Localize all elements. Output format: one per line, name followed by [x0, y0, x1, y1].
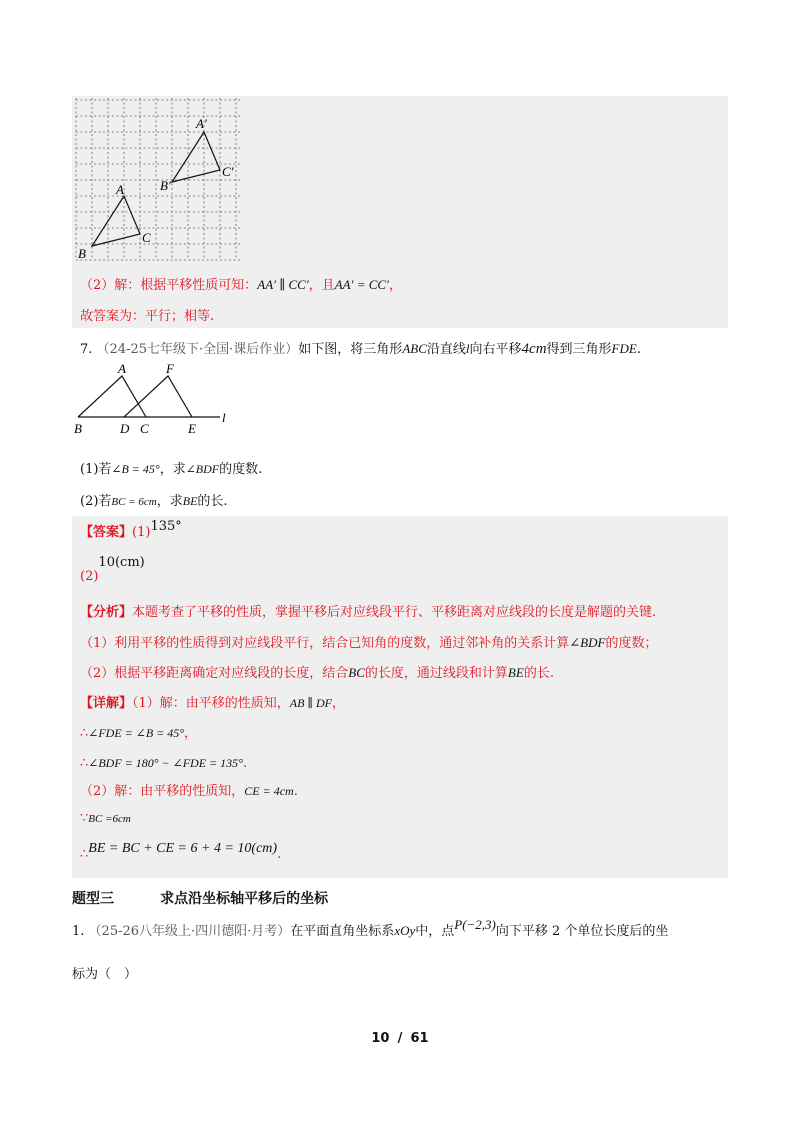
detail-label: 【详解】 [80, 696, 133, 711]
fig-label-a: A [118, 361, 126, 376]
part-2-math-be: BE [182, 494, 198, 508]
prev-solution-math-equal: AA′ = CC′ [334, 277, 389, 292]
grid-lines [76, 98, 242, 260]
translation-line-figure [72, 360, 242, 438]
part-1-math: ∠B = 45° [111, 462, 160, 476]
detail-line-2 [80, 724, 197, 743]
question-7-stem [80, 340, 641, 359]
detail-line-4 [80, 782, 298, 801]
answer-2-number: (2) [80, 569, 99, 584]
question-7-number: 7. [80, 342, 93, 357]
analysis-label: 【分析】 [80, 605, 133, 620]
part-2-prefix: (2)若 [80, 494, 112, 509]
detail-line-1 [80, 694, 345, 713]
question-1-stem [72, 917, 669, 941]
triangle-abc-shape [78, 376, 146, 417]
label-a: A [116, 182, 124, 197]
part-2-end: 的长. [197, 494, 228, 509]
question-7-part-1 [80, 460, 262, 479]
label-c-prime: C′ [222, 164, 234, 179]
therefore-symbol: ∴ [80, 726, 89, 741]
answer-1-number: (1) [132, 525, 151, 540]
detail-line-5 [80, 810, 131, 828]
detail-s4-math: CE = 4cm [244, 784, 294, 798]
detail-s5-math: BC =6cm [88, 813, 131, 825]
current-page: 10 [371, 1031, 390, 1046]
because-symbol: ∵ [80, 811, 89, 826]
detail-line-6 [80, 840, 282, 862]
analysis-p1-math: ∠BDF [569, 635, 606, 650]
prev-solution-text: （2）解：根据平移性质可知： [80, 278, 258, 293]
fig-label-d: D [120, 421, 130, 436]
question-1-source: （25-26八年级上·四川德阳·月考） [88, 924, 291, 939]
analysis-p2-math-be: BE [507, 665, 524, 680]
analysis-p2-math-bc: BC [348, 665, 365, 680]
analysis-p1-end: 的度数； [605, 636, 658, 651]
question-7-source: （24-25七年级下·全国·课后作业） [96, 342, 299, 357]
fig-label-l: l [222, 410, 226, 425]
answer-1-value: 135° [150, 519, 182, 534]
analysis-p1-text: （1）利用平移的性质得到对应线段平行，结合已知角的度数，通过邻补角的关系计算 [80, 636, 570, 651]
fig-label-c: C [140, 421, 149, 436]
detail-s1-end: ， [332, 696, 346, 711]
analysis-line-1 [80, 604, 656, 622]
question-1-number: 1. [72, 924, 85, 939]
detail-s6-end: . [277, 847, 282, 862]
detail-line-3 [80, 754, 247, 773]
detail-s1-math: AB ∥ DF [289, 696, 332, 710]
question-7-math-l: l [465, 341, 470, 356]
question-1-text: 中，点 [415, 924, 455, 939]
fig-label-b: B [74, 421, 82, 436]
question-7-text: . [636, 342, 641, 357]
question-7-text: 如下图，将三角形 [298, 342, 403, 357]
therefore-symbol: ∴ [80, 847, 89, 862]
section-heading [72, 890, 328, 909]
detail-s4-end: . [293, 784, 298, 799]
prev-solution-line2: 故答案为：平行；相等. [80, 309, 215, 324]
detail-s1-text: （1）解：由平移的性质知， [132, 696, 290, 711]
detail-s6-math: BE = BC + CE = 6 + 4 = 10(cm) [88, 841, 278, 856]
section-title: 求点沿坐标轴平移后的坐标 [160, 891, 329, 907]
detail-s3-end: . [242, 756, 248, 771]
analysis-p2-mid: 的长度，通过线段和计算 [364, 666, 508, 681]
question-1-text: 在平面直角坐标系 [290, 924, 395, 939]
answer-line-1 [80, 519, 182, 542]
label-b-prime: B′ [160, 178, 171, 193]
question-7-math-fde: FDE [611, 341, 637, 356]
detail-s2-end: ， [184, 726, 198, 741]
page-number [0, 1030, 800, 1048]
triangle-abc [92, 196, 140, 246]
question-7-math-distance: 4cm [521, 341, 547, 357]
prev-solution-text-mid: ，且 [308, 278, 335, 293]
question-7-math-abc: ABC [402, 341, 427, 356]
fig-label-f: F [166, 361, 174, 376]
detail-s3-math: ∠BDF = 180° − ∠FDE = 135° [88, 756, 243, 770]
triangle-abc-translated [172, 132, 220, 182]
prev-solution-line1 [80, 276, 402, 295]
part-2-mid: ，求 [156, 494, 183, 509]
prev-solution-text-end: ， [388, 278, 402, 293]
label-b: B [78, 246, 86, 261]
question-7-part-2 [80, 492, 228, 511]
part-1-mid: ，求 [159, 462, 186, 477]
answer-2-value: 10(cm) [98, 555, 145, 570]
fig-label-e: E [188, 421, 196, 436]
question-1-math-point: P(−2,3) [454, 917, 496, 932]
part-1-end: 的度数. [219, 462, 263, 477]
detail-s4-text: （2）解：由平移的性质知， [80, 784, 245, 799]
detail-s2-math: ∠FDE = ∠B = 45° [88, 726, 185, 740]
total-pages: 61 [410, 1031, 429, 1046]
analysis-p2-end: 的长. [523, 666, 554, 681]
answer-line-2 [80, 555, 145, 584]
grid-translation-figure [72, 96, 248, 262]
label-a-prime: A′ [196, 116, 207, 131]
page-separator: / [397, 1031, 403, 1046]
analysis-line-2 [80, 634, 657, 653]
question-1-line-2: 标为（ ） [72, 967, 138, 982]
prev-solution-math-parallel: AA′ ∥ CC′ [257, 277, 309, 292]
analysis-text: 本题考查了平移的性质，掌握平移后对应线段平行、平移距离对应线段的长度是解题的关键. [132, 605, 657, 620]
part-2-math: BC = 6cm [111, 496, 157, 508]
therefore-symbol: ∴ [80, 756, 89, 771]
part-1-prefix: (1)若 [80, 462, 112, 477]
part-1-math-angle: ∠BDF [185, 462, 220, 476]
answer-label: 【答案】 [80, 525, 133, 540]
question-7-text: 向右平移 [469, 342, 522, 357]
section-label: 题型三 [72, 891, 114, 907]
question-7-text: 沿直线 [426, 342, 466, 357]
analysis-p2-text: （2）根据平移距离确定对应线段的长度，结合 [80, 666, 349, 681]
analysis-line-3 [80, 664, 554, 683]
question-7-text: 得到三角形 [546, 342, 612, 357]
question-1-text: 向下平移 2 个单位长度后的坐 [495, 924, 669, 939]
question-1-math-xoy: xOy [394, 923, 416, 938]
label-c: C [142, 230, 151, 245]
